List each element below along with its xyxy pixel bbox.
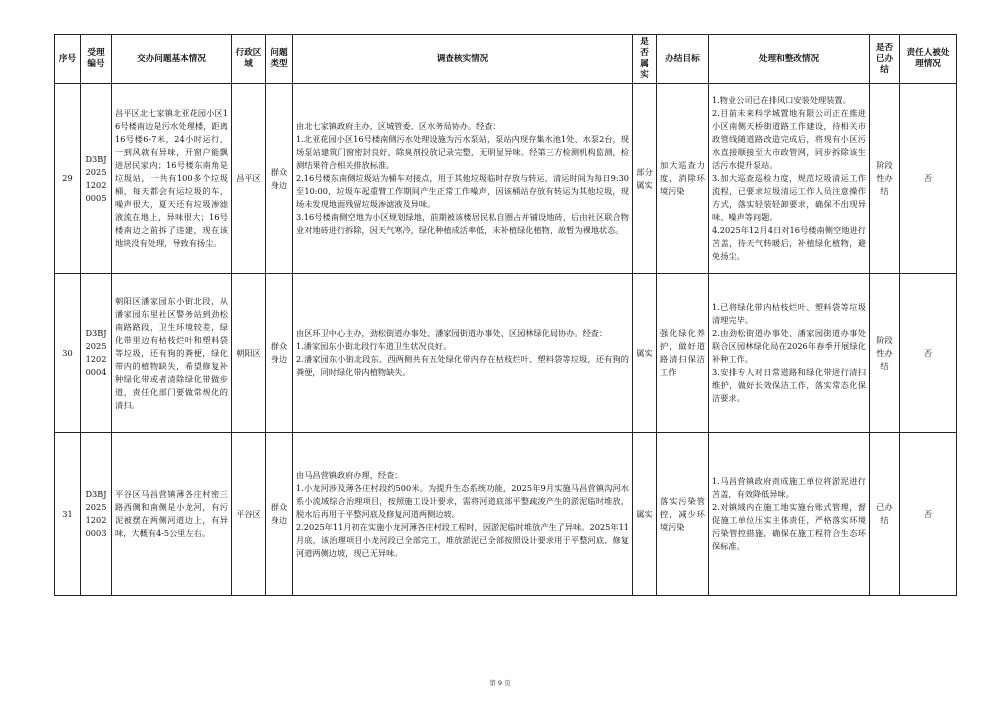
cell-accept-no: D3BJ202512020004 (81, 274, 112, 433)
paragraph: 1.北亚花园小区16号楼南侧污水处理设施为污水泵站，泵站内现存集水池1处、水泵2台，现场泵站建筑门窗密封良好，除臭剂投放记录完整，无明显异味。经第三方检测机构监测，检测结果符合相关排放标准。 (296, 134, 629, 170)
cell-goal: 加大巡查力度，消除环境污染 (657, 84, 709, 274)
cell-accept-no: D3BJ202512020005 (81, 84, 112, 274)
header-seq: 序号 (55, 35, 81, 84)
cell-issue: 昌平区北七家镇北亚花园小区16号楼南边是污水处理楼，距离16号楼6-7米，24小时运行，一到风就有异味，开窗户能飘进居民家内；16号楼东南角是垃圾站，一共有100多个垃圾桶，每天都会有运垃圾的车，噪声很大，夏天还有垃圾渗滤液流在地上，异味很大；16号楼南边之前拆了违建，现在该地块没有处理，导致有扬尘。 (112, 84, 232, 274)
table-row (55, 274, 957, 433)
cell-handling (709, 84, 870, 274)
paragraph: 1.小龙河涉及薄各庄村段约500米。为提升生态系统功能，2025年9月实施马昌营镇沟河水系小流域综合治理项目，按照施工设计要求，需将河道底部平整疏浚产生的淤泥临时堆放，脱水后再用于平整河底及修复河道两侧边坡。 (296, 482, 629, 519)
cell-done: 已办结 (870, 433, 900, 596)
paragraph: 1.潘家园东小街北段行车道卫生状况良好。 (296, 341, 452, 351)
cell-goal: 落实污染管控，减少环境污染 (657, 433, 709, 596)
cell-type: 群众身边 (266, 274, 293, 433)
header-issue: 交办问题基本情况 (112, 35, 232, 84)
header-district: 行政区域 (232, 35, 266, 84)
header-goal: 办结目标 (657, 35, 709, 84)
paragraph: 1.已将绿化带内枯枝烂叶、塑料袋等垃圾清理完毕。 (712, 302, 866, 325)
cell-investigation (293, 84, 633, 274)
cell-seq: 29 (55, 84, 81, 274)
header-accept-no: 受理编号 (81, 35, 112, 84)
paragraph: 2.目前未来科学城置地有限公司正在推进小区南侧天桥街道路工作建设，待相关市政管线随道路改造完成后，将现有小区污水直接顺接至大市政管网，同步拆除该生活污水提升泵站。 (712, 108, 866, 170)
paragraph: 2.2025年11月初在实施小龙河薄各庄村段工程时，因淤泥临时堆放产生了异味。2025年11月底，该治理项目小龙河段已全部完工，堆放淤泥已全部按照设计要求用于平整河底、修复河道两侧边坡，现已无异味。 (296, 521, 629, 558)
cell-accountability: 否 (900, 274, 957, 433)
cell-is-true: 属实 (633, 274, 657, 433)
cell-is-true: 属实 (633, 433, 657, 596)
header-is-true: 是否属实 (633, 35, 657, 84)
cell-goal: 强化绿化养护，做好道路清扫保洁工作 (657, 274, 709, 433)
cell-district: 昌平区 (232, 84, 266, 274)
cell-type: 群众身边 (266, 433, 293, 596)
cell-accountability: 否 (900, 84, 957, 274)
header-type: 问题类型 (266, 35, 293, 84)
cell-handling (709, 274, 870, 433)
cell-issue: 朝阳区潘家园东小街北段，从潘家园东里社区警务站到劲松南路路段，卫生环境较差，绿化带里边有枯枝烂叶和塑料袋等垃圾，还有狗的粪便，绿化带内的植物缺失，希望修复补种绿化带或者清除绿化带做步道，责任化部门要做常规化的清扫。 (112, 274, 232, 433)
paragraph: 2.潘家园东小街北段东、西两侧共有五处绿化带内存在枯枝烂叶、塑料袋等垃圾，还有狗的粪便，同时绿化带内植物缺失。 (296, 354, 629, 377)
cell-district: 平谷区 (232, 433, 266, 596)
paragraph: 由马昌营镇政府办理，经查： (296, 469, 403, 480)
paragraph: 3.加大巡查巡检力度，规范垃圾清运工作流程，已要求垃圾清运工作人员注意操作方式，落实轻装轻卸要求，确保不出现异味、噪声等问题。 (712, 173, 866, 222)
cell-seq: 30 (55, 274, 81, 433)
complaint-table (54, 34, 957, 596)
cell-type: 群众身边 (266, 84, 293, 274)
cell-handling (709, 433, 870, 596)
paragraph: 由北七家镇政府主办，区城管委、区水务局协办。经查： (296, 121, 501, 131)
header-done: 是否已办结 (870, 35, 900, 84)
cell-is-true: 部分属实 (633, 84, 657, 274)
header-investigation: 调查核实情况 (293, 35, 633, 84)
table-row (55, 84, 957, 274)
cell-accept-no: D3BJ202512020003 (81, 433, 112, 596)
cell-investigation (293, 433, 633, 596)
cell-accountability: 否 (900, 433, 957, 596)
paragraph: 1.物业公司已在排风口安装处理装置。 (712, 95, 851, 105)
cell-seq: 31 (55, 433, 81, 596)
cell-issue: 平谷区马昌营镇薄各庄村密三路西侧和南侧是小龙河，有污泥被摆在两侧河道边上，有异味，大概有4-5公里左右。 (112, 433, 232, 596)
header-accountability: 责任人被处理情况 (900, 35, 957, 84)
table-row (55, 433, 957, 596)
paragraph: 2.由劲松街道办事处、潘家园街道办事处联合区园林绿化局在2026年春季开展绿化补种工作。 (712, 328, 866, 364)
paragraph: 由区环卫中心主办，劲松街道办事处、潘家园街道办事处、区园林绿化局协办。经查： (296, 328, 608, 338)
cell-district: 朝阳区 (232, 274, 266, 433)
cell-done: 阶段性办结 (870, 274, 900, 433)
header-handling: 处理和整改情况 (709, 35, 870, 84)
page-number: 第 9 页 (489, 679, 511, 687)
paragraph: 3.安排专人对日常道路和绿化带进行清扫维护，做好长效保洁工作，落实常态化保洁要求。 (712, 367, 866, 403)
paragraph: 3.16号楼南侧空地为小区规划绿地，前期被该楼居民私自圈占并铺设地砖，后由社区联合物业对地砖进行拆除，因天气寒冷，绿化种植成活率低，未补植绿化植物，故暂为裸地状态。 (296, 212, 629, 235)
cell-investigation (293, 274, 633, 433)
paragraph: 2.对镇域内在施工地实施台账式管理，督促施工单位压实主体责任，严格落实环境污染管控措施，确保在施工程符合生态环保标准。 (712, 502, 866, 551)
header-row (55, 35, 957, 84)
paragraph: 4.2025年12月4日对16号楼南侧空地进行苫盖，待天气转暖后，补植绿化植物，避免扬尘。 (712, 225, 866, 261)
paragraph: 1.马昌营镇政府责成施工单位将淤泥进行苫盖，有效降低异味。 (712, 476, 866, 499)
paragraph: 2.16号楼东南侧垃圾站为桶车对接点，用于其他垃圾临时存放与转运，清运时间为每日9:30至10:00，垃圾车起重臂工作期间产生正常工作噪声，因该桶站存放有转运为其他垃圾，现场未发现地面残留垃圾渗滤液及异味。 (296, 173, 629, 209)
cell-done: 阶段性办结 (870, 84, 900, 274)
